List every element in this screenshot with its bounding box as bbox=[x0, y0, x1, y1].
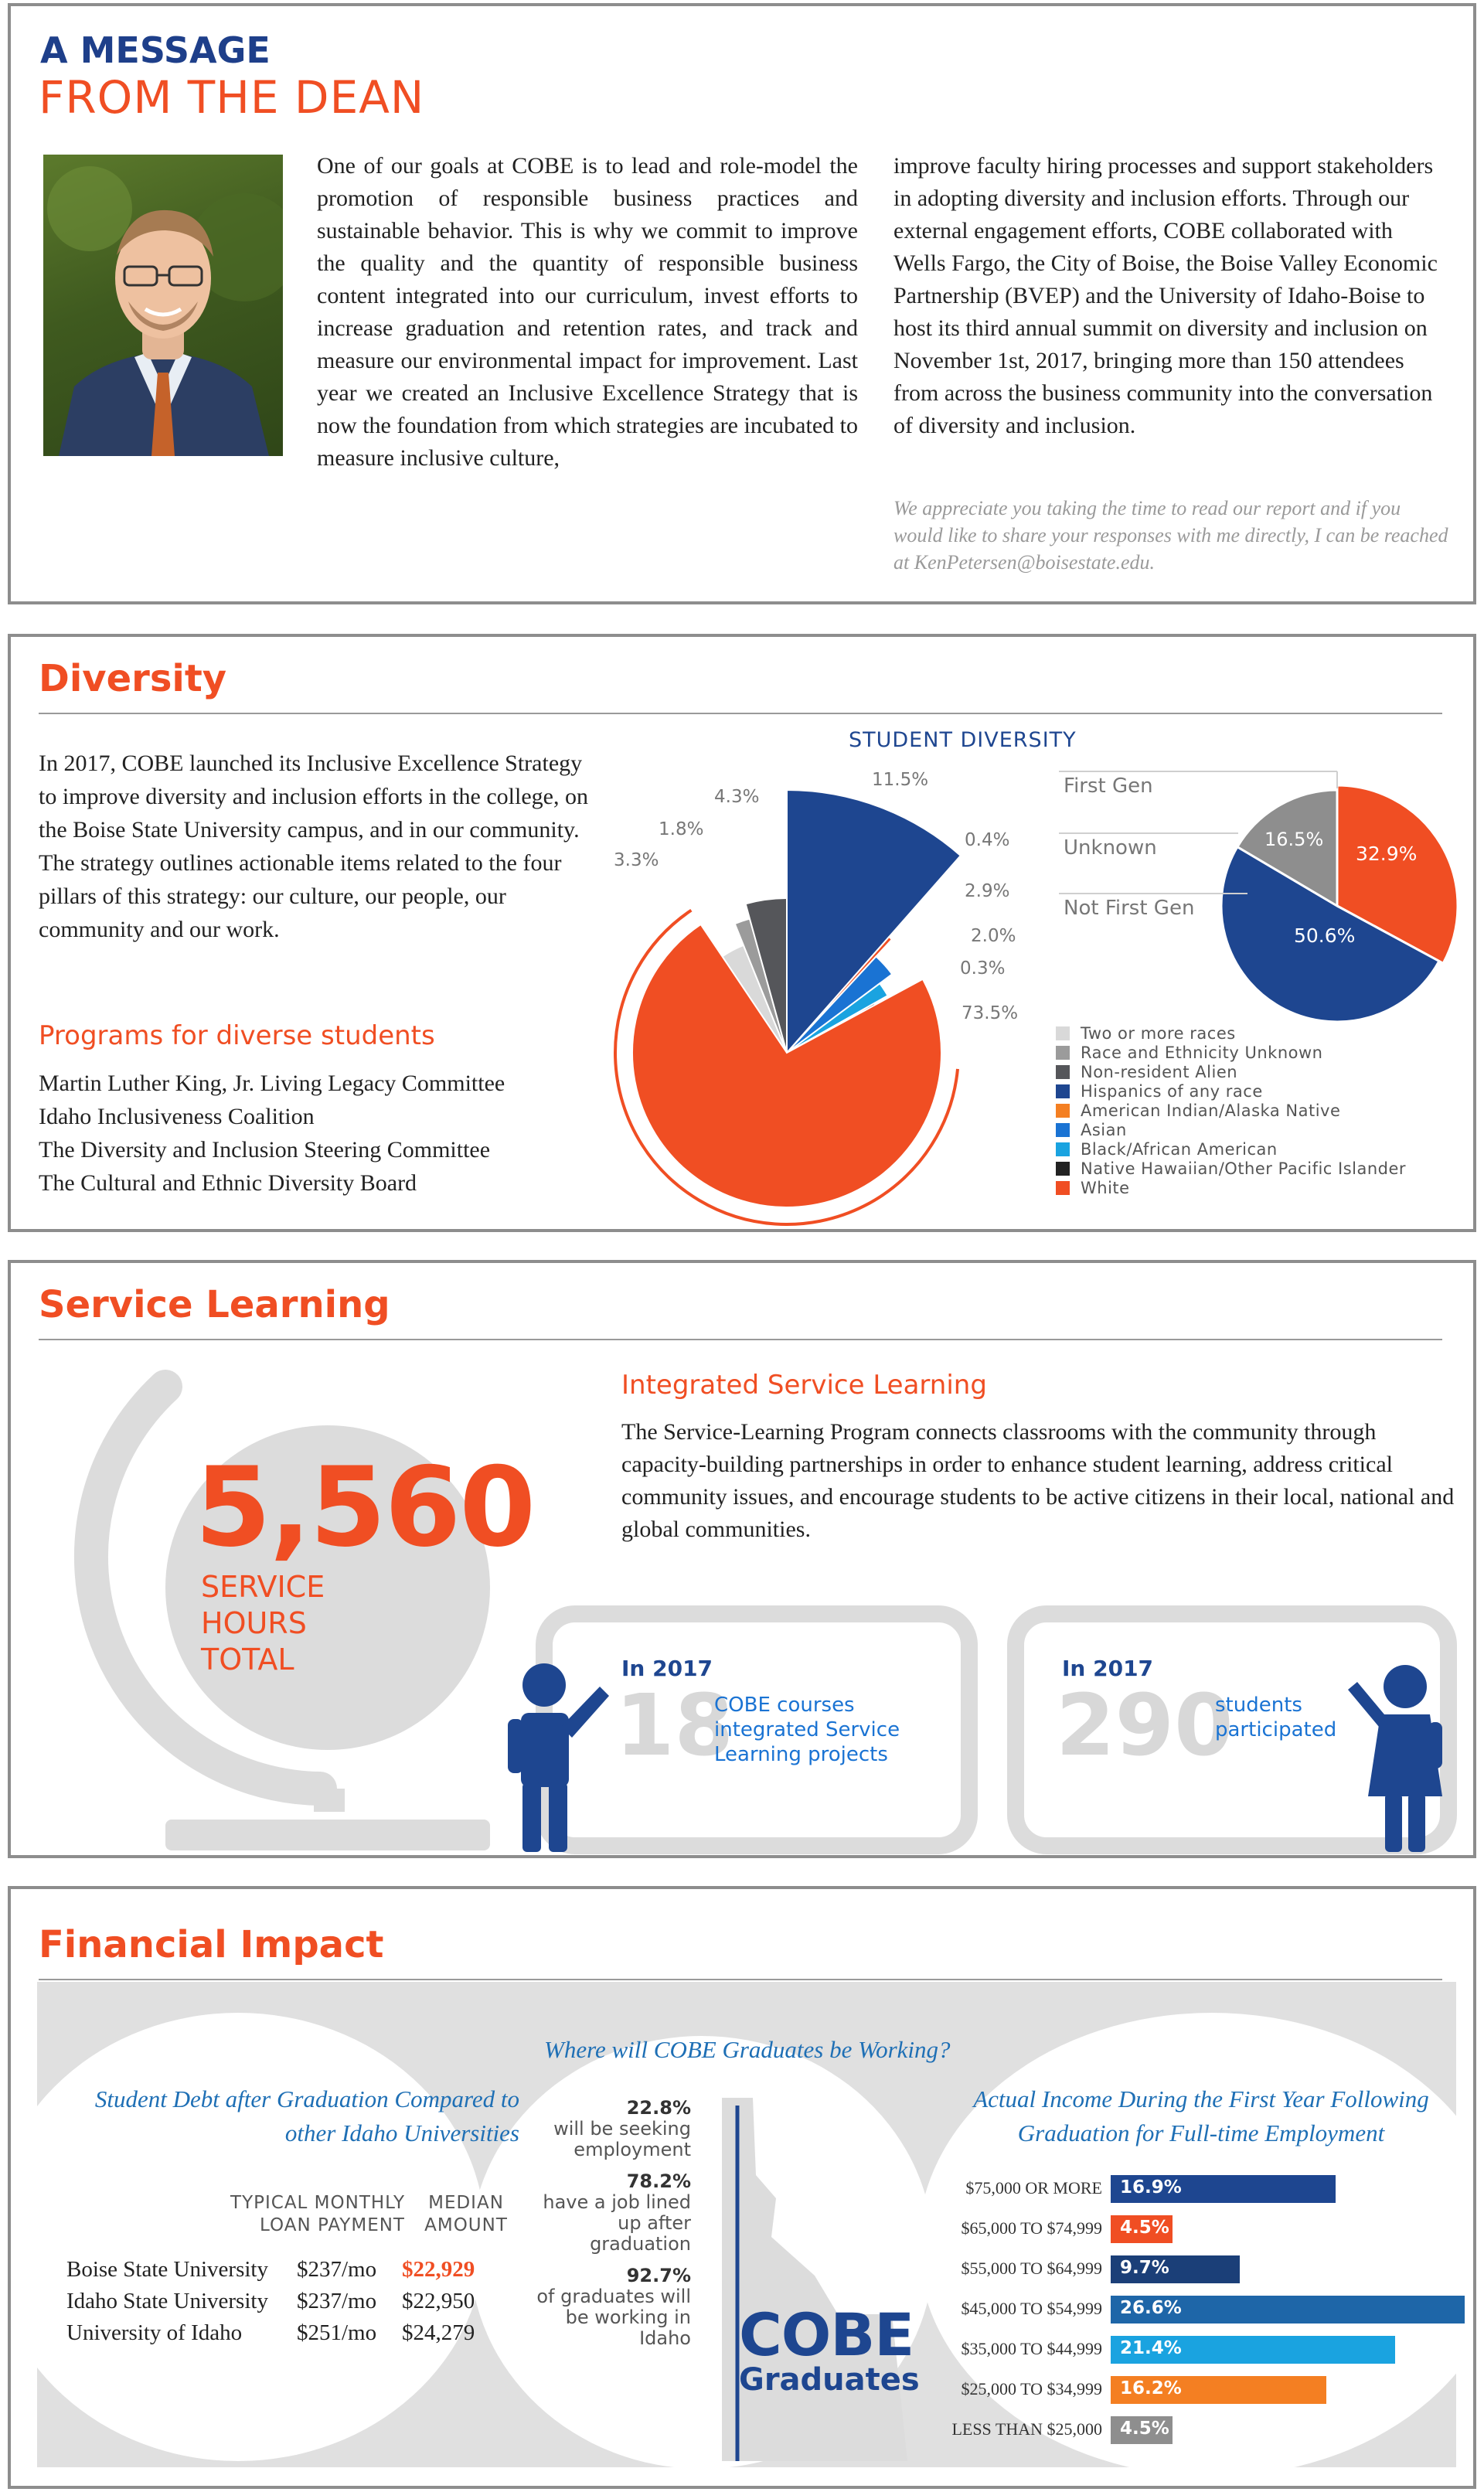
legend-swatch bbox=[1056, 1065, 1070, 1079]
where-title: Where will COBE Graduates be Working? bbox=[544, 2036, 951, 2063]
student-diversity-pie bbox=[615, 790, 961, 1224]
income-title: Actual Income During the First Year Following Graduation for Full-time Employment bbox=[973, 2085, 1429, 2146]
screen-frames bbox=[11, 1263, 1479, 1861]
legend-swatch bbox=[1056, 1162, 1070, 1176]
income-bar bbox=[1111, 2296, 1465, 2323]
dean-message-panel bbox=[8, 3, 1476, 604]
service-paragraph: The Service-Learning Program connects classrooms with the community through capacity-building partnerships in order to enhance student learning, address critical community issues, and encourage students to be active citizens in their local, national and global communities. bbox=[621, 1419, 1455, 1542]
where-stats bbox=[521, 2098, 691, 2349]
income-bar-label: $35,000 TO $44,999 bbox=[961, 2339, 1102, 2358]
dean-column-1: One of our goals at COBE is to lead and role-model the promotion of responsible business practices and sustainable behavior. This is why we commit to improve the quality and the quantity of responsible business content integrated into our curriculum, invest efforts to increase graduation and retention rates, and track and measure our environmental impact for improvement. Last year we created an Inclusive Excellence Strategy that is now the foundation from which strategies are incubated to measure inclusive culture, bbox=[317, 153, 858, 471]
legend-swatch bbox=[1056, 1104, 1070, 1118]
pie-label-hispanic: 11.5% bbox=[872, 770, 929, 790]
service-learning-panel bbox=[8, 1260, 1476, 1858]
pie-label-two-or-more: 3.3% bbox=[614, 850, 659, 870]
where-stat: 22.8% will be seeking employment bbox=[553, 2097, 691, 2160]
stat1-text: COBE courses integrated Service Learning projects bbox=[714, 1694, 900, 1766]
stat2-number: 290 bbox=[1056, 1676, 1234, 1775]
income-bar-label: $65,000 TO $74,999 bbox=[961, 2218, 1102, 2238]
diversity-heading: Diversity bbox=[39, 657, 227, 700]
unknown-label: Unknown bbox=[1064, 836, 1157, 860]
legend-swatch bbox=[1056, 1181, 1070, 1195]
income-bar-label: $45,000 TO $54,999 bbox=[961, 2299, 1102, 2318]
dean-title-line2: FROM THE DEAN bbox=[39, 71, 425, 124]
legend-item: Two or more races bbox=[1056, 1023, 1406, 1043]
pie-label-asian: 2.9% bbox=[965, 881, 1010, 901]
program-item: Idaho Inclusiveness Coalition bbox=[39, 1104, 315, 1129]
stat2-year: In 2017 bbox=[1062, 1656, 1154, 1681]
dean-portrait bbox=[43, 155, 283, 456]
student-diversity-title: STUDENT DIVERSITY bbox=[849, 728, 1077, 752]
stat1-number: 18 bbox=[615, 1676, 734, 1775]
legend-swatch bbox=[1056, 1046, 1070, 1060]
diversity-paragraph: In 2017, COBE launched its Inclusive Excellence Strategy to improve diversity and inclusion efforts in the college, on the Boise State University campus, and in our community. The strategy outlines actionable items related to the four pillars of this strategy: our culture, our people, our community and our work. bbox=[39, 751, 588, 942]
legend-swatch bbox=[1056, 1084, 1070, 1098]
debt-table bbox=[66, 2254, 475, 2349]
service-hours-number: 5,560 bbox=[195, 1444, 535, 1571]
income-bar bbox=[1111, 2255, 1240, 2283]
pie-label-black: 2.0% bbox=[971, 926, 1016, 946]
pie-label-white: 73.5% bbox=[962, 1003, 1019, 1023]
dean-closing-note: We appreciate you taking the time to read our report and if you would like to share your responses with me directly, I can be reached at KenPetersen@boisestate.edu. bbox=[893, 497, 1448, 574]
legend-item: White bbox=[1056, 1178, 1406, 1197]
graduates-word: Graduates bbox=[739, 2362, 920, 2398]
legend-item: Race and Ethnicity Unknown bbox=[1056, 1043, 1406, 1062]
income-bar-label: LESS THAN $25,000 bbox=[951, 2419, 1102, 2439]
program-item: Martin Luther King, Jr. Living Legacy Committee bbox=[39, 1071, 505, 1096]
diversity-legend bbox=[1056, 1023, 1406, 1197]
pie-label-american-indian: 0.4% bbox=[965, 830, 1010, 850]
col-header-amount: MEDIAN AMOUNT bbox=[424, 2193, 508, 2235]
service-hours-label: SERVICE HOURS TOTAL bbox=[201, 1570, 325, 1677]
financial-impact-panel bbox=[8, 1886, 1476, 2489]
income-bar-value: 16.9% bbox=[1120, 2177, 1182, 2198]
legend-item: Black/African American bbox=[1056, 1139, 1406, 1159]
person-pointing-icon bbox=[508, 1663, 609, 1852]
program-item: The Cultural and Ethnic Diversity Board bbox=[39, 1170, 417, 1196]
integrated-service-heading: Integrated Service Learning bbox=[621, 1370, 987, 1401]
debt-circle bbox=[37, 2013, 485, 2461]
programs-heading: Programs for diverse students bbox=[39, 1020, 435, 1051]
where-stat: 92.7% of graduates will be working in Idaho bbox=[536, 2265, 691, 2349]
first-gen-label: First Gen bbox=[1064, 774, 1153, 798]
legend-swatch bbox=[1056, 1142, 1070, 1156]
legend-item: Non-resident Alien bbox=[1056, 1062, 1406, 1081]
where-stat: 78.2% have a job lined up after graduation bbox=[543, 2170, 691, 2255]
income-bar-value: 4.5% bbox=[1120, 2218, 1169, 2238]
debt-title: Student Debt after Graduation Compared to other Idaho Universities bbox=[94, 2085, 519, 2146]
not-first-gen-label: Not First Gen bbox=[1064, 897, 1195, 920]
pie2-value-not-first-gen: 50.6% bbox=[1294, 924, 1356, 947]
income-bar-value: 9.7% bbox=[1120, 2258, 1169, 2278]
legend-item: Asian bbox=[1056, 1120, 1406, 1139]
debt-row: Boise State University $237/mo $22,929 bbox=[66, 2257, 475, 2282]
col-header-payment: TYPICAL MONTHLY LOAN PAYMENT bbox=[230, 2193, 405, 2235]
dean-title-line1: A MESSAGE bbox=[40, 29, 271, 71]
income-bar bbox=[1111, 2336, 1395, 2364]
cobe-word: COBE bbox=[739, 2300, 914, 2369]
service-heading: Service Learning bbox=[39, 1283, 390, 1326]
pie-label-unknown: 1.8% bbox=[659, 819, 704, 839]
income-bar-label: $75,000 OR MORE bbox=[965, 2178, 1102, 2198]
first-gen-pie bbox=[1221, 785, 1458, 1022]
program-item: The Diversity and Inclusion Steering Committee bbox=[39, 1137, 491, 1163]
income-bar-value: 16.2% bbox=[1120, 2378, 1182, 2398]
income-bar-value: 21.4% bbox=[1120, 2338, 1182, 2358]
pie-label-pacific: 0.3% bbox=[960, 958, 1006, 979]
pie2-value-unknown: 16.5% bbox=[1264, 829, 1324, 850]
income-bar bbox=[1111, 2416, 1173, 2444]
income-bar-label: $55,000 TO $64,999 bbox=[961, 2259, 1102, 2278]
pie2-value-first-gen: 32.9% bbox=[1356, 843, 1418, 865]
income-bar bbox=[1111, 2215, 1173, 2243]
legend-swatch bbox=[1056, 1026, 1070, 1040]
income-bar-label: $25,000 TO $34,999 bbox=[961, 2379, 1102, 2398]
legend-item: American Indian/Alaska Native bbox=[1056, 1101, 1406, 1120]
financial-heading: Financial Impact bbox=[39, 1923, 384, 1966]
stat2-text: students participated bbox=[1215, 1694, 1337, 1741]
income-bar-value: 4.5% bbox=[1120, 2419, 1169, 2439]
stat1-year: In 2017 bbox=[621, 1656, 713, 1681]
diversity-panel bbox=[8, 634, 1476, 1232]
debt-row: Idaho State University $237/mo $22,950 bbox=[66, 2289, 475, 2313]
income-bar bbox=[1111, 2376, 1326, 2404]
pie-label-non-resident: 4.3% bbox=[714, 787, 760, 807]
financial-heading-rule bbox=[39, 1979, 1442, 1980]
income-bar bbox=[1111, 2175, 1336, 2203]
legend-swatch bbox=[1056, 1123, 1070, 1137]
income-bar-value: 26.6% bbox=[1120, 2298, 1182, 2318]
dean-column-2: improve faculty hiring processes and support stakeholders in adopting diversity and inclusion efforts. Through our external engagement efforts, COBE collaborated with Wells Fargo, the City of Boise, the Boise Valley Economic Partnership (BVEP) and the University of Idaho-Boise to host its third annual summit on diversity and inclusion on November 1st, 2017, bringing more than 150 attendees from across the business community into the conversation of diversity and inclusion. bbox=[893, 153, 1438, 438]
legend-item: Native Hawaiian/Other Pacific Islander bbox=[1056, 1159, 1406, 1178]
legend-item: Hispanics of any race bbox=[1056, 1081, 1406, 1101]
debt-row: University of Idaho $251/mo $24,279 bbox=[66, 2320, 475, 2345]
